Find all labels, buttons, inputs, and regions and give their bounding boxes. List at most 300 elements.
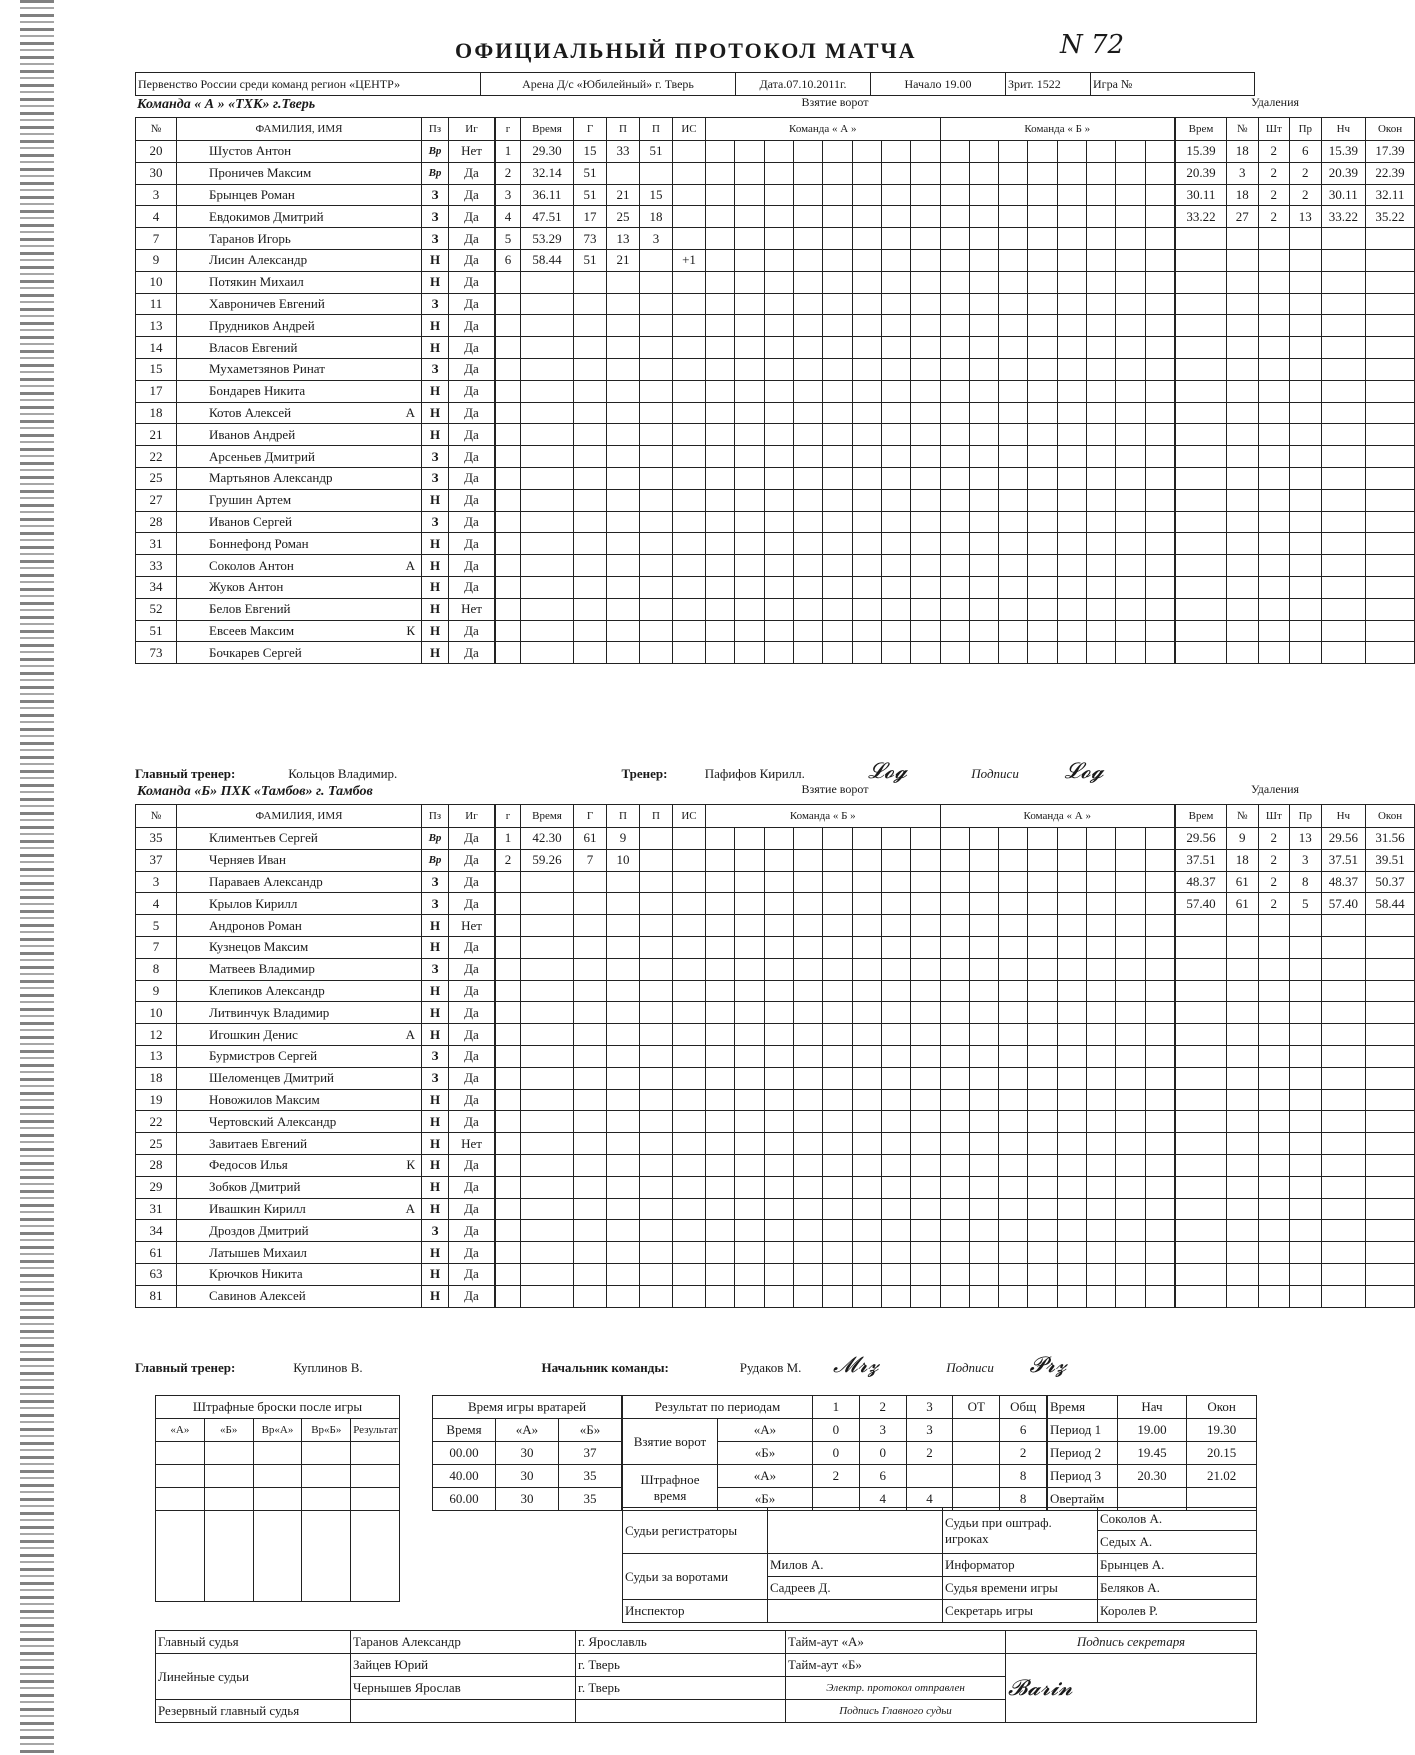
- player-played: Нет: [449, 141, 495, 163]
- lineup-cell: [764, 1045, 793, 1067]
- player-number: 17: [136, 380, 177, 402]
- lineup-cell: [852, 1111, 881, 1133]
- col-penalty: Окон: [1366, 118, 1415, 141]
- player-row: [136, 915, 495, 937]
- penalty-cell: [1321, 1002, 1366, 1024]
- player-number: 25: [136, 467, 177, 489]
- lineup-cell: [1116, 1045, 1145, 1067]
- player-row: [136, 1002, 495, 1024]
- goal-cell: [574, 598, 607, 620]
- penalty-cell: 2: [1290, 162, 1322, 184]
- lineup-cell: [764, 271, 793, 293]
- lineup-cell: [706, 1111, 735, 1133]
- goal-cell: [521, 1002, 574, 1024]
- lineup-cell: [764, 598, 793, 620]
- lineup-cell: [999, 337, 1028, 359]
- penalty-row: [1176, 337, 1415, 359]
- goal-cell: [607, 293, 640, 315]
- header-row: [135, 72, 1255, 96]
- penalty-cell: [1227, 315, 1259, 337]
- lineup-cell: [793, 446, 822, 468]
- penalty-cell: [1227, 1285, 1259, 1307]
- penalty-cell: [1258, 980, 1290, 1002]
- col-penalty: Нч: [1321, 118, 1366, 141]
- goal-cell: [521, 871, 574, 893]
- player-role: К: [406, 622, 415, 638]
- lineup-cell: [940, 936, 969, 958]
- lineup-cell: [823, 915, 852, 937]
- player-name: Иванов Сергей: [177, 511, 422, 533]
- penalty-row: [1176, 206, 1415, 228]
- penalty-cell: [1176, 598, 1227, 620]
- lineup-cell: [969, 849, 998, 871]
- lineup-cell: [735, 380, 764, 402]
- goal-cell: [673, 206, 706, 228]
- penalty-cell: [1366, 1111, 1415, 1133]
- goal-cell: [496, 446, 521, 468]
- lineup-cell: [764, 642, 793, 664]
- penalty-cell: [1258, 576, 1290, 598]
- penalty-cell: 2: [1258, 828, 1290, 850]
- lineup-cell: [1145, 620, 1174, 642]
- lineup-cell: [1028, 141, 1057, 163]
- goal-cell: 2: [496, 849, 521, 871]
- goals-b-cell: 0: [859, 1442, 906, 1465]
- player-row: [136, 358, 495, 380]
- penalty-cell: [1258, 598, 1290, 620]
- lineup-cell: [940, 980, 969, 1002]
- lineup-cell: [1057, 1263, 1086, 1285]
- lineup-cell: [911, 402, 940, 424]
- lineup-cell: [1145, 315, 1174, 337]
- goal-cell: [673, 141, 706, 163]
- coach-label: Тренер:: [621, 766, 668, 781]
- player-number: 27: [136, 489, 177, 511]
- goal-cell: [673, 642, 706, 664]
- lineup-cell: [823, 184, 852, 206]
- times-cell: Период 3: [1048, 1465, 1118, 1488]
- lineup-cell: [1116, 576, 1145, 598]
- lineup-cell: [823, 489, 852, 511]
- lineup-cell: [1116, 849, 1145, 871]
- player-name: Грушин Артем: [177, 489, 422, 511]
- linesman-1: Зайцев Юрий: [351, 1654, 576, 1677]
- penalty-cell: 15.39: [1176, 141, 1227, 163]
- penalty-cell: [1176, 1198, 1227, 1220]
- penalty-row: [1176, 980, 1415, 1002]
- penalty-cell: [1290, 511, 1322, 533]
- penalty-cell: [1258, 555, 1290, 577]
- lineup-cell: [1028, 915, 1057, 937]
- penalty-cell: [1290, 915, 1322, 937]
- lineup-cell: [793, 1045, 822, 1067]
- penalty-cell: [1366, 1263, 1415, 1285]
- team-b-head-coach: Куплинов В.: [293, 1360, 363, 1375]
- lineup-cell: [706, 315, 735, 337]
- player-position: Вр: [422, 162, 449, 184]
- lineup-cell: [852, 598, 881, 620]
- col-penalty: Врем: [1176, 805, 1227, 828]
- lineup-cell: [1057, 315, 1086, 337]
- player-number: 52: [136, 598, 177, 620]
- lineup-cell: [706, 249, 735, 271]
- col-assist-1: П: [607, 118, 640, 141]
- gk-cell: 40.00: [433, 1465, 496, 1488]
- player-name: Матвеев Владимир: [177, 958, 422, 980]
- penalty-cell: [1258, 1154, 1290, 1176]
- goal-cell: [607, 915, 640, 937]
- lineup-cell: [793, 1111, 822, 1133]
- lineup-cell: [706, 1220, 735, 1242]
- lineup-cell: [1028, 424, 1057, 446]
- player-row: [136, 489, 495, 511]
- penalty-cell: [1366, 402, 1415, 424]
- player-name: Бочкарев Сергей: [177, 642, 422, 664]
- lineup-cell: [1087, 315, 1116, 337]
- lineup-cell: [969, 293, 998, 315]
- player-number: 33: [136, 555, 177, 577]
- lineup-cell: [911, 184, 940, 206]
- penalty-cell: [1227, 1111, 1259, 1133]
- lineup-cell: [706, 293, 735, 315]
- pim-b-cell: 4: [859, 1488, 906, 1511]
- lineup-cell: [999, 162, 1028, 184]
- penalty-row: [1176, 576, 1415, 598]
- lineup-cell: [911, 620, 940, 642]
- lineup-cell: [706, 446, 735, 468]
- player-number: 28: [136, 1154, 177, 1176]
- player-row: [136, 1176, 495, 1198]
- lineup-cell: [1057, 1242, 1086, 1264]
- lineup-cell: [793, 206, 822, 228]
- penalty-cell: [1227, 249, 1259, 271]
- lineup-cell: [706, 511, 735, 533]
- player-row: [136, 1045, 495, 1067]
- player-number: 73: [136, 642, 177, 664]
- lineup-cell: [823, 315, 852, 337]
- lineup-cell: [735, 1089, 764, 1111]
- lineup-cell: [1087, 1045, 1116, 1067]
- lineup-cell: [706, 1242, 735, 1264]
- player-position: Н: [422, 642, 449, 664]
- penalty-cell: [1258, 467, 1290, 489]
- lineup-cell: [881, 576, 910, 598]
- lineup-cell: [823, 576, 852, 598]
- lineup-cell: [852, 315, 881, 337]
- goal-cell: [640, 1002, 673, 1024]
- lineup-cell: [999, 271, 1028, 293]
- lineup-cell: [881, 1111, 910, 1133]
- player-row: [136, 1220, 495, 1242]
- penalty-cell: [1258, 1220, 1290, 1242]
- goal-row: [496, 1111, 1175, 1133]
- col-pos: Пз: [422, 118, 449, 141]
- goal-cell: [496, 555, 521, 577]
- lineup-cell: [852, 980, 881, 1002]
- lineup-cell: [706, 1198, 735, 1220]
- team-b-penalties-heading: Удаления: [1250, 782, 1300, 796]
- goal-cell: [574, 337, 607, 359]
- lineup-cell: [1057, 1089, 1086, 1111]
- lineup-cell: [735, 936, 764, 958]
- penalty-cell: 2: [1258, 893, 1290, 915]
- penalty-cell: [1176, 1285, 1227, 1307]
- player-position: З: [422, 228, 449, 250]
- player-number: 30: [136, 162, 177, 184]
- lineup-cell: [1057, 828, 1086, 850]
- lineup-cell: [1116, 337, 1145, 359]
- lineup-cell: [940, 271, 969, 293]
- col-goal-time: Время: [521, 805, 574, 828]
- lineup-cell: [999, 293, 1028, 315]
- times-cell: 19.30: [1187, 1419, 1257, 1442]
- lineup-cell: [999, 1002, 1028, 1024]
- lineup-cell: [940, 1154, 969, 1176]
- lineup-cell: [823, 1133, 852, 1155]
- lineup-cell: [940, 1133, 969, 1155]
- lineup-cell: [940, 1285, 969, 1307]
- lineup-cell: [1087, 467, 1116, 489]
- lineup-cell: [1116, 1285, 1145, 1307]
- goal-cell: [521, 598, 574, 620]
- goal-cell: [574, 1154, 607, 1176]
- lineup-cell: [706, 271, 735, 293]
- signatures-label: Подписи: [971, 766, 1019, 781]
- penalty-cell: [1290, 980, 1322, 1002]
- lineup-cell: [1145, 380, 1174, 402]
- lineup-cell: [1028, 1263, 1057, 1285]
- player-played: Да: [449, 533, 495, 555]
- goal-cell: [574, 1176, 607, 1198]
- lineup-cell: [735, 424, 764, 446]
- player-played: Да: [449, 249, 495, 271]
- penalty-cell: [1258, 1198, 1290, 1220]
- goal-cell: [640, 1024, 673, 1046]
- penalty-cell: [1290, 958, 1322, 980]
- goal-cell: [521, 424, 574, 446]
- lineup-cell: [911, 1045, 940, 1067]
- penalty-cell: [1176, 1154, 1227, 1176]
- player-name: Бурмистров Сергей: [177, 1045, 422, 1067]
- penalty-cell: [1321, 1133, 1366, 1155]
- lineup-cell: [1145, 555, 1174, 577]
- shootout-col: Результат: [351, 1419, 400, 1442]
- lineup-cell: [823, 1242, 852, 1264]
- lineup-cell: [706, 184, 735, 206]
- lineup-cell: [1057, 424, 1086, 446]
- penalty-cell: [1366, 576, 1415, 598]
- lineup-cell: [999, 141, 1028, 163]
- lineup-cell: [793, 1285, 822, 1307]
- lineup-cell: [735, 642, 764, 664]
- lineup-cell: [793, 315, 822, 337]
- lineup-cell: [735, 915, 764, 937]
- lineup-cell: [1057, 1198, 1086, 1220]
- penalty-cell: [1176, 1242, 1227, 1264]
- lineup-cell: [911, 1002, 940, 1024]
- goal-cell: [673, 620, 706, 642]
- penalty-row: [1176, 380, 1415, 402]
- penalty-cell: [1366, 1133, 1415, 1155]
- penalty-row: [1176, 936, 1415, 958]
- lineup-cell: [823, 936, 852, 958]
- lineup-cell: [706, 380, 735, 402]
- lineup-cell: [793, 1067, 822, 1089]
- lineup-cell: [1145, 228, 1174, 250]
- gk-cell: 00.00: [433, 1442, 496, 1465]
- player-played: Да: [449, 642, 495, 664]
- penalty-cell: [1366, 446, 1415, 468]
- penalty-cell: [1366, 271, 1415, 293]
- player-played: Да: [449, 576, 495, 598]
- goal-cell: [640, 828, 673, 850]
- lineup-cell: [764, 489, 793, 511]
- goal-cell: 32.14: [521, 162, 574, 184]
- penalty-cell: [1366, 489, 1415, 511]
- lineup-cell: [1028, 1133, 1057, 1155]
- player-played: Да: [449, 206, 495, 228]
- lineup-cell: [1087, 555, 1116, 577]
- player-row: [136, 871, 495, 893]
- lineup-cell: [999, 315, 1028, 337]
- lineup-cell: [1145, 1133, 1174, 1155]
- team-chief-label: Начальник команды:: [541, 1360, 669, 1375]
- lineup-cell: [911, 228, 940, 250]
- player-number: 10: [136, 1002, 177, 1024]
- penalty-cell: [1366, 1024, 1415, 1046]
- linesman-2-city: г. Тверь: [576, 1677, 786, 1700]
- player-row: [136, 1242, 495, 1264]
- goal-cell: [521, 1242, 574, 1264]
- lineup-cell: [969, 1154, 998, 1176]
- goal-cell: [640, 642, 673, 664]
- player-name: Климентьев Сергей: [177, 828, 422, 850]
- signatures-label-b: Подписи: [946, 1360, 994, 1375]
- gk-cell: 30: [496, 1465, 559, 1488]
- penalty-cell: [1366, 936, 1415, 958]
- col-no: №: [136, 805, 177, 828]
- lineup-cell: [735, 1242, 764, 1264]
- player-position: Н: [422, 1111, 449, 1133]
- goal-cell: [640, 446, 673, 468]
- goal-cell: [607, 871, 640, 893]
- penalty-cell: [1258, 1045, 1290, 1067]
- lineup-cell: [969, 1285, 998, 1307]
- penalty-row: [1176, 555, 1415, 577]
- gk-col: «А»: [496, 1419, 559, 1442]
- lineup-cell: [1145, 958, 1174, 980]
- goal-cell: [607, 315, 640, 337]
- col-name: ФАМИЛИЯ, ИМЯ: [177, 118, 422, 141]
- lineup-cell: [764, 1285, 793, 1307]
- lineup-cell: [881, 162, 910, 184]
- player-name: Прудников Андрей: [177, 315, 422, 337]
- lineup-cell: [881, 598, 910, 620]
- penalty-cell: [1258, 511, 1290, 533]
- player-played: Да: [449, 315, 495, 337]
- lineup-cell: [852, 467, 881, 489]
- lineup-cell: [706, 358, 735, 380]
- lineup-cell: [1087, 358, 1116, 380]
- player-position: Н: [422, 1176, 449, 1198]
- goal-cell: [607, 555, 640, 577]
- lineup-cell: [940, 893, 969, 915]
- lineup-cell: [911, 849, 940, 871]
- lineup-cell: [1028, 184, 1057, 206]
- penalty-row: [1176, 446, 1415, 468]
- lineup-cell: [735, 184, 764, 206]
- lineup-cell: [1057, 555, 1086, 577]
- lineup-cell: [706, 206, 735, 228]
- player-played: Да: [449, 555, 495, 577]
- goal-judge-1: Милов А.: [768, 1554, 943, 1577]
- shootout-title: Штрафные броски после игры: [156, 1396, 400, 1419]
- penalty-cell: [1321, 555, 1366, 577]
- goal-cell: [521, 576, 574, 598]
- goal-cell: 7: [574, 849, 607, 871]
- lineup-cell: [1028, 162, 1057, 184]
- player-position: Вр: [422, 828, 449, 850]
- lineup-cell: [1116, 1263, 1145, 1285]
- player-row: [136, 446, 495, 468]
- goal-cell: [640, 555, 673, 577]
- col-assist-1: П: [607, 805, 640, 828]
- lineup-cell: [940, 358, 969, 380]
- lineup-cell: [852, 184, 881, 206]
- lineup-cell: [999, 893, 1028, 915]
- goal-row: [496, 1285, 1175, 1307]
- goal-cell: [574, 980, 607, 1002]
- player-row: [136, 849, 495, 871]
- penalty-cell: 9: [1227, 828, 1259, 850]
- player-position: Н: [422, 489, 449, 511]
- lineup-cell: [1057, 642, 1086, 664]
- lineup-cell: [1057, 380, 1086, 402]
- penalty-cell: [1176, 446, 1227, 468]
- penalty-cell: [1227, 1024, 1259, 1046]
- protocol-sent-label: Электр. протокол отправлен: [786, 1677, 1006, 1700]
- goal-judge-2: Садреев Д.: [768, 1577, 943, 1600]
- penalty-row: [1176, 141, 1415, 163]
- lineup-cell: [1028, 555, 1057, 577]
- lineup-cell: [823, 598, 852, 620]
- lineup-cell: [706, 1002, 735, 1024]
- lineup-cell: [1145, 446, 1174, 468]
- lineup-cell: [735, 1133, 764, 1155]
- penalty-row: [1176, 1176, 1415, 1198]
- penalty-cell: [1258, 1067, 1290, 1089]
- lineup-cell: [1087, 576, 1116, 598]
- lineup-cell: [764, 1176, 793, 1198]
- penalty-cell: [1227, 1133, 1259, 1155]
- goal-row: [496, 893, 1175, 915]
- lineup-cell: [1028, 489, 1057, 511]
- lineup-cell: [735, 1024, 764, 1046]
- player-played: Да: [449, 828, 495, 850]
- penalty-cell: [1290, 228, 1322, 250]
- goal-cell: [574, 1242, 607, 1264]
- goal-row: [496, 1176, 1175, 1198]
- penalty-cell: [1258, 1111, 1290, 1133]
- lineup-cell: [1145, 402, 1174, 424]
- goal-cell: 29.30: [521, 141, 574, 163]
- lineup-cell: [852, 446, 881, 468]
- player-position: Н: [422, 936, 449, 958]
- player-number: 35: [136, 828, 177, 850]
- lineup-cell: [969, 380, 998, 402]
- gk-title: Время игры вратарей: [433, 1396, 622, 1419]
- penalty-cell: [1258, 642, 1290, 664]
